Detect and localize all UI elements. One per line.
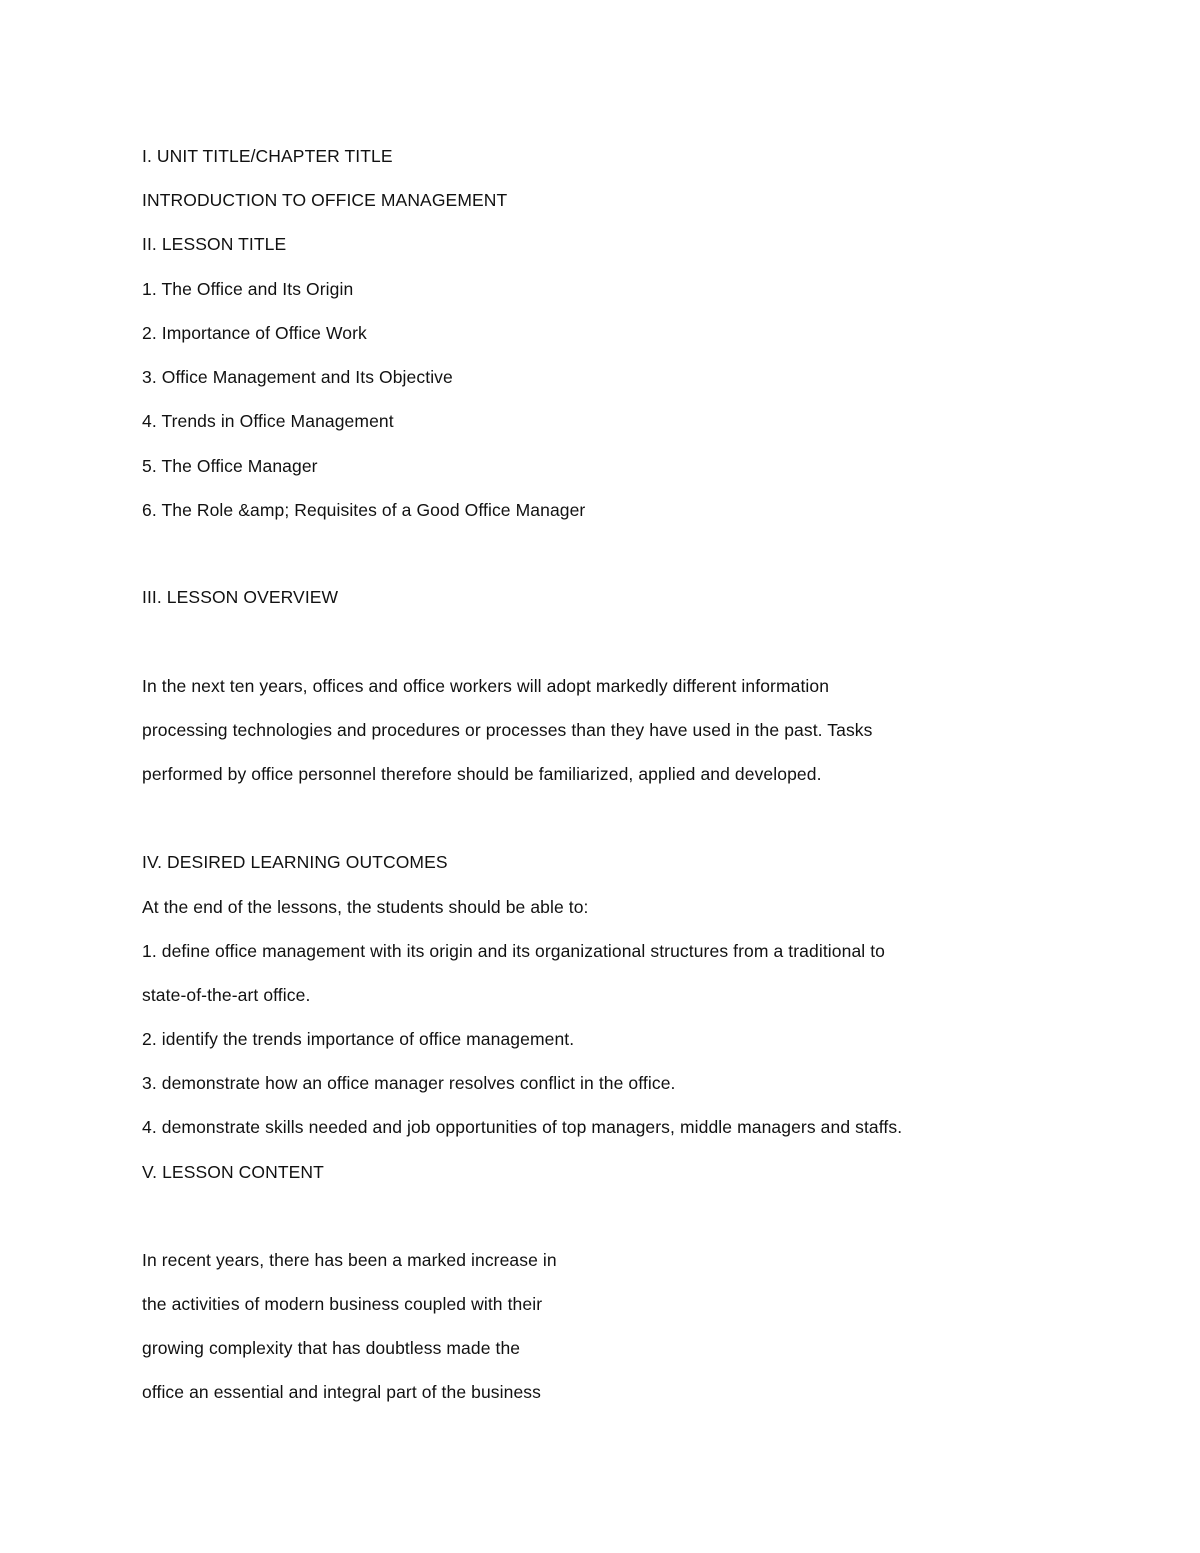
outcome-line: 2. identify the trends importance of office management. [142,1029,575,1049]
overview-line: In the next ten years, offices and office workers will adopt markedly different information [142,676,830,696]
overview-heading: III. LESSON OVERVIEW [142,587,339,607]
unit-heading: I. UNIT TITLE/CHAPTER TITLE [142,146,393,166]
lesson-item: 2. Importance of Office Work [142,323,367,343]
content-line: the activities of modern business coupled with their [142,1294,543,1314]
content-heading: V. LESSON CONTENT [142,1162,324,1182]
outcome-line: 1. define office management with its origin and its organizational structures from a traditional to [142,941,886,961]
overview-line: performed by office personnel therefore should be familiarized, applied and developed. [142,764,822,784]
lesson-item: 1. The Office and Its Origin [142,279,354,299]
content-line: growing complexity that has doubtless made the [142,1338,521,1358]
unit-title: INTRODUCTION TO OFFICE MANAGEMENT [142,190,508,210]
outcome-line: state-of-the-art office. [142,985,311,1005]
lesson-item: 4. Trends in Office Management [142,411,394,431]
lesson-item: 5. The Office Manager [142,456,318,476]
outcome-line: 4. demonstrate skills needed and job opportunities of top managers, middle managers and staffs. [142,1117,903,1137]
content-line: In recent years, there has been a marked increase in [142,1250,557,1270]
lesson-item: 6. The Role &amp; Requisites of a Good Office Manager [142,500,586,520]
content-line: office an essential and integral part of the business [142,1382,541,1402]
lesson-title-heading: II. LESSON TITLE [142,234,287,254]
outcomes-heading: IV. DESIRED LEARNING OUTCOMES [142,852,448,872]
overview-line: processing technologies and procedures or processes than they have used in the past. Tasks [142,720,873,740]
outcome-line: 3. demonstrate how an office manager resolves conflict in the office. [142,1073,676,1093]
lesson-item: 3. Office Management and Its Objective [142,367,453,387]
outcomes-intro: At the end of the lessons, the students should be able to: [142,897,589,917]
